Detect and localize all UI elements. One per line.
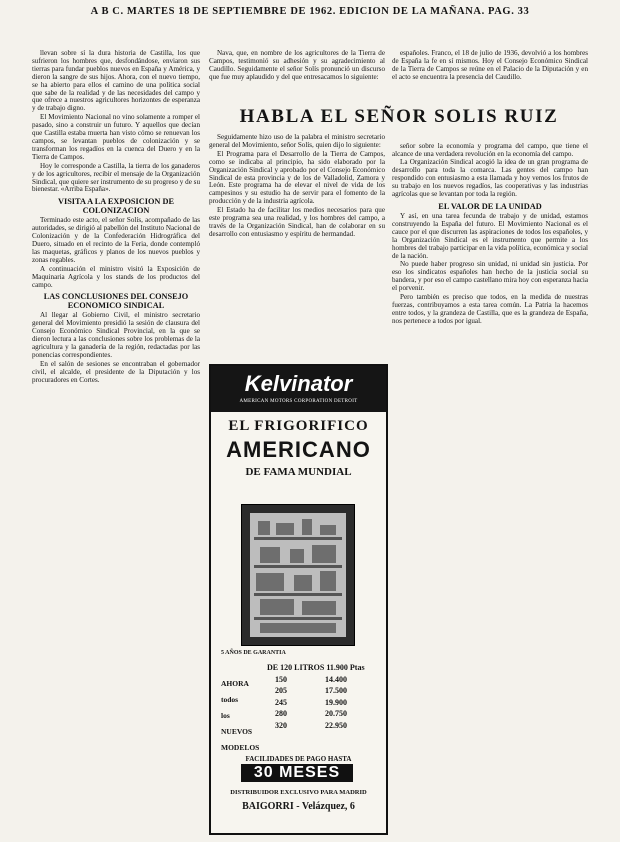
ad-price-labels [221, 676, 263, 756]
ad-price-litros: 280 [275, 709, 287, 718]
ad-price-litros: 205 [275, 686, 287, 695]
ad-price-litros: 320 [275, 720, 287, 730]
column-1 [32, 50, 200, 832]
ad-label: NUEVOS [221, 727, 253, 736]
ad-distributor-label: DISTRIBUIDOR EXCLUSIVO PARA MADRID [230, 789, 367, 796]
ad-label: AHORA [221, 679, 249, 688]
col1-paragraph: Hoy le corresponde a Castilla, la tierra de los ganaderos y de los agricultores, recibir el mensaje de la Organización Sindical, que quiere ser instrumento de su progreso y de su bienestar. «Arriba España». [32, 161, 200, 194]
col2-paragraph: El Programa para el Desarrollo de la Tierra de Campos, como se indicaba al principio, ha sido elaborado por la Organización Sindical y aprobado por el Consejo Económico Sindical de esta provincia y de los de Valladolid, Zamora y León. Este programa ha de elevar el nivel de vida de los campesinos y su estudio ha de servir para el fomento de la producción y de la industria agrícola. [209, 149, 385, 206]
col1-paragraph: Al llegar al Gobierno Civil, el ministro secretario general del Movimiento presidió la sesión de clausura del Consejo Económico Sindical Provincial, en la que se dieron lectura a las conclusiones sobre los problemas de la agricultura y la ganadería de la región, redactadas por las ponencias correspondientes. [32, 311, 200, 359]
col2-top-paragraph: Nava, que, en nombre de los agricultores de la Tierra de Campos, testimonió su adhesión y su agradecimiento al Caudillo. Seguidamente el señor Solís pronunció un discurso que fue muy aplaudido y del que entresacamos lo siguiente: [209, 50, 385, 81]
page-header: A B C. MARTES 18 DE SEPTIEMBRE DE 1962. EDICION DE LA MAÑANA. PAG. 33 [90, 6, 530, 17]
column-3 [392, 50, 588, 832]
ad-price-row [267, 674, 375, 686]
ad-label: MODELOS [221, 743, 260, 752]
col2-paragraph: Seguidamente hizo uso de la palabra el ministro secretario general del Movimiento, señor Solís, quien dijo lo siguiente: [209, 134, 385, 149]
col1-paragraph: En el salón de sesiones se encontraban el gobernador civil, el alcalde, el presidente de la Diputación y los procuradores en Cortes. [32, 359, 200, 384]
col3-paragraph: No puede haber progreso sin unidad, ni unidad sin justicia. Por eso los sindicatos españoles han hecho de la justicia social su bandera, y por eso el campo castellano mira hoy con esperanza hacia el porvenir. [392, 260, 588, 293]
ad-price-row [267, 697, 375, 709]
ad-brand-banner [211, 366, 386, 412]
ad-price-head-label: DE 120 LITROS [267, 663, 325, 672]
kelvinator-advertisement [209, 364, 388, 835]
ad-price-ptas: 20.750 [325, 709, 347, 718]
ad-price-litros: 150 [275, 674, 287, 684]
col1-paragraph: llevan sobre sí la dura historia de Castilla, los que sufrieron los hombres que, desfondándose, enviaron sus tierras para fundar pueblos nuevos en España y América, y dieron la sangre de sus hijos. Ahora, con el nuevo tiempo, se ha abierto para ellos el camino de una política social que sabe de la realidad y de las necesidades del campo y que ofrece a nuestros agricultores horizontes de esperanza y de trabajo digno. [32, 50, 200, 113]
ad-price-row [267, 720, 375, 732]
ad-line-1: EL FRIGORIFICO [228, 418, 369, 434]
ad-price-row [267, 685, 375, 697]
ad-label: todos [221, 695, 239, 704]
column-2-top [209, 50, 385, 100]
ad-price-litros: 245 [275, 697, 287, 707]
col3-paragraph: señor sobre la economía y programa del campo, que tiene el alcance de una verdadera revolución en la economía del campo. [392, 141, 588, 158]
subheading-visita: VISITA A LA EXPOSICION DE COLONIZACION [57, 197, 175, 216]
col1-paragraph: El Movimiento Nacional no vino solamente a romper el pasado, sino a construir un futuro. Y aquellos que decían que Castilla estaba muerta han visto cómo se renuevan los campos, se levantan pueblos de colonización y se transforman los regadíos en la cuenca del Duero y en la Tierra de Campos. [32, 113, 200, 161]
main-headline: HABLA EL SEÑOR SOLIS RUIZ [239, 106, 559, 127]
column-2 [209, 134, 385, 358]
col1-paragraph: A continuación el ministro visitó la Exposición de Maquinaria Agrícola y los stands de los productos del campo. [32, 264, 200, 289]
col1-paragraph: Terminado este acto, el señor Solís, acompañado de las autoridades, se dirigió al pabellón del Instituto Nacional de Colonización y de la Confederación Hidrográfica del Duero, situado en el recinto de la Feria, donde contempló las maquetas, gráficos y planos de los nuevos pueblos y zonas regables. [32, 216, 200, 264]
ad-meses: 30 MESES [241, 764, 353, 782]
subheading-conclusiones: LAS CONCLUSIONES DEL CONSEJO ECONOMICO SINDICAL [43, 292, 189, 311]
ad-line-3: DE FAMA MUNDIAL [245, 466, 352, 478]
col3-paragraph: españoles. Franco, el 18 de julio de 1936, devolvió a los hombres de España la fe en sí mismos. Hoy el Consejo Económico Sindical de la Tierra de Campos se reúne en el Palacio de la Diputación y en el acto se encuentra la presencia del Caudillo. [392, 50, 588, 81]
col2-paragraph: El Estado ha de facilitar los medios necesarios para que este programa sea una realidad, y los hombres del campo, a través de la Organización Sindical, han de colaborar en su desarrollo con entusiasmo y espíritu de hermandad. [209, 206, 385, 238]
ad-price-ptas: 14.400 [325, 674, 347, 684]
ad-price-head [267, 662, 375, 674]
col3-paragraph: La Organización Sindical acogió la idea de un gran programa de desarrollo para toda la comarca. Las gentes del campo han respondido con entusiasmo a esta llamada y hoy vemos los frutos de su trabajo en los nuevos regadíos, las cooperativas y las industrias agrícolas que se levantan por toda la región. [392, 158, 588, 199]
ad-distributor-name: BAIGORRI - Velázquez, 6 [242, 801, 355, 812]
ad-price-row [267, 708, 375, 720]
ad-brand-logo: Kelvinator [244, 371, 353, 396]
col3-paragraph: Pero también es preciso que todos, en la medida de nuestras fuerzas, contribuyamos a esta tarea común. La Patria la hacemos entre todos, y la grandeza de Castilla, que es la grandeza de España, nos pertenece a todos por igual. [392, 293, 588, 325]
ad-warranty: 5 AÑOS DE GARANTIA [221, 650, 286, 656]
ad-price-ptas: 17.500 [325, 686, 347, 695]
ad-price-ptas: 22.950 [325, 720, 347, 730]
ad-tagline: AMERICAN MOTORS CORPORATION DETROIT [239, 399, 358, 404]
ad-price-head-value: 11.900 Ptas [326, 663, 365, 672]
subheading-unidad: EL VALOR DE LA UNIDAD [438, 201, 542, 211]
ad-facilidades: FACILIDADES DE PAGO HASTA [245, 755, 352, 763]
ad-price-ptas: 19.900 [325, 697, 347, 707]
col3-paragraph: Y así, en una tarea fecunda de trabajo y de unidad, estamos construyendo la España del futuro. El Movimiento Nacional es el cauce por el que discurren las aspiraciones de todos los españoles, y la Organización Sindical es el instrumento que permite a los hombres del trabajo participar en la vida política, económica y social de la nación. [392, 211, 588, 260]
refrigerator-illustration [241, 504, 355, 646]
ad-label: los [221, 711, 230, 720]
ad-line-2: AMERICANO [226, 437, 371, 462]
